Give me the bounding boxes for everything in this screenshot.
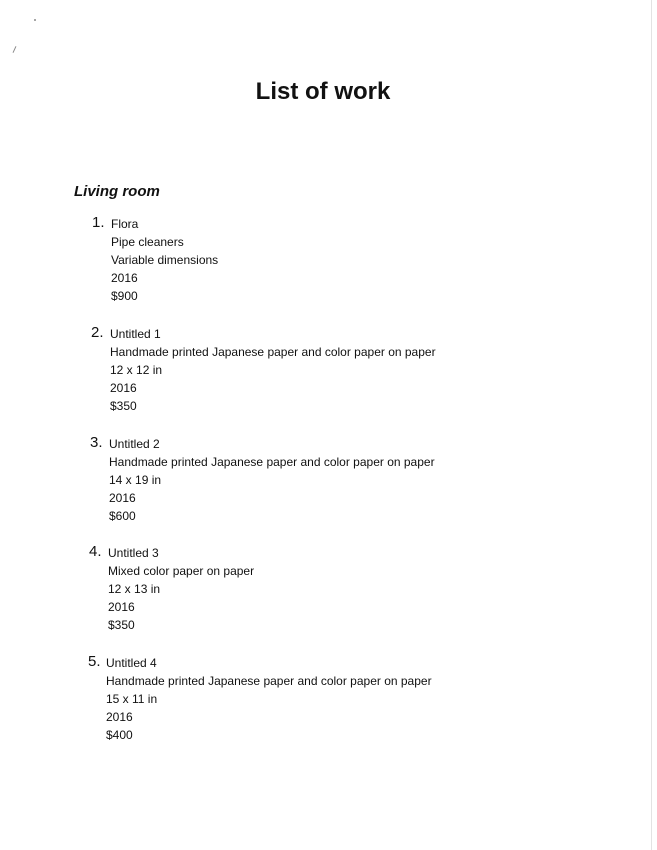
work-price: $350 <box>110 399 137 413</box>
work-title: Untitled 4 <box>106 656 157 670</box>
work-number: 1. <box>92 214 105 231</box>
work-medium: Handmade printed Japanese paper and color paper on paper <box>110 345 436 359</box>
work-title: Flora <box>111 217 139 231</box>
work-title: Untitled 1 <box>110 327 161 341</box>
work-dimensions: 15 x 11 in <box>106 692 158 706</box>
page-title: List of work <box>255 78 391 105</box>
work-year: 2016 <box>109 491 136 505</box>
work-medium: Pipe cleaners <box>111 235 184 249</box>
work-dimensions: 14 x 19 in <box>109 473 162 487</box>
work-item-3 <box>90 435 435 525</box>
work-price: $900 <box>111 289 138 303</box>
work-dimensions: Variable dimensions <box>111 253 219 267</box>
work-dimensions: 12 x 13 in <box>108 582 161 596</box>
work-medium: Handmade printed Japanese paper and color paper on paper <box>109 455 435 469</box>
work-price: $600 <box>109 509 136 523</box>
section-heading-living-room: Living room <box>74 183 160 200</box>
work-year: 2016 <box>106 710 133 724</box>
work-title: Untitled 3 <box>108 546 159 560</box>
work-price: $350 <box>108 618 135 632</box>
scan-edge <box>651 0 652 850</box>
work-item-4 <box>89 544 254 634</box>
work-item-1 <box>92 215 218 305</box>
work-title: Untitled 2 <box>109 437 160 451</box>
work-year: 2016 <box>110 381 137 395</box>
work-item-5 <box>88 654 432 744</box>
work-year: 2016 <box>108 600 135 614</box>
scan-speck <box>34 19 36 21</box>
work-number: 3. <box>90 434 103 451</box>
work-medium: Mixed color paper on paper <box>108 564 255 578</box>
work-dimensions: 12 x 12 in <box>110 363 163 377</box>
work-number: 4. <box>89 543 102 560</box>
work-item-2 <box>91 325 436 415</box>
work-year: 2016 <box>111 271 138 285</box>
work-number: 5. <box>88 653 101 670</box>
work-medium: Handmade printed Japanese paper and color paper on paper <box>106 674 432 688</box>
scan-mark <box>13 46 17 53</box>
work-number: 2. <box>91 324 104 341</box>
work-price: $400 <box>106 728 133 742</box>
